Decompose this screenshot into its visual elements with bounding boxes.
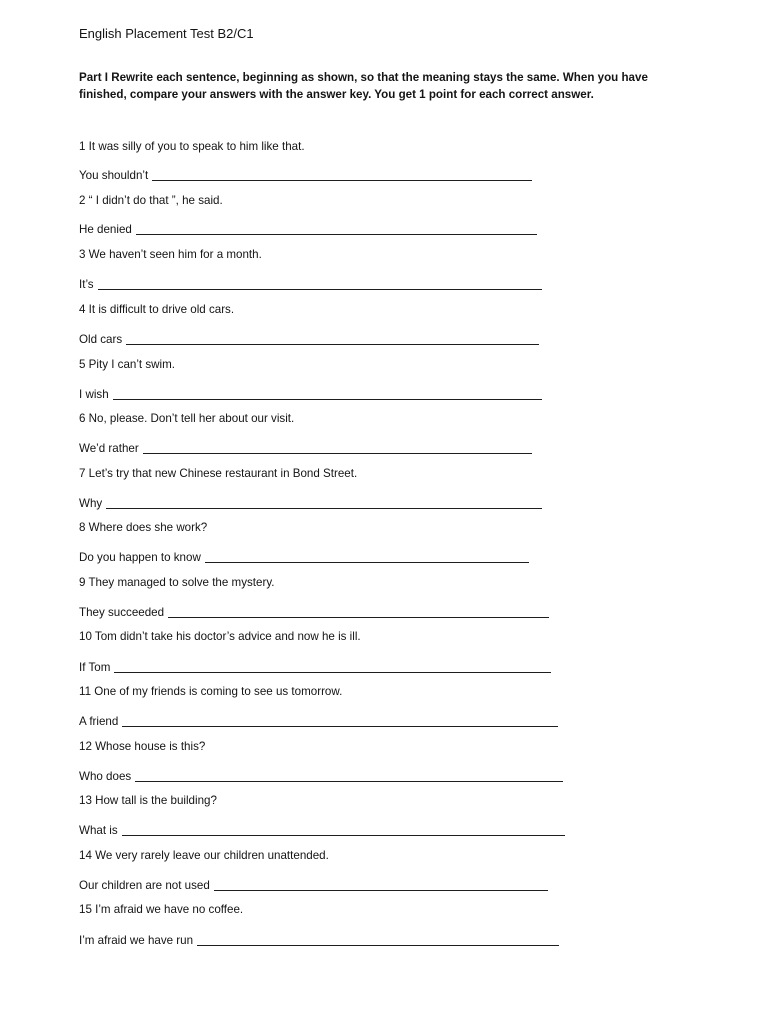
question-6: 6 No, please. Don’t tell her about our visit. — [79, 412, 295, 425]
answer-prompt-10: If Tom — [79, 661, 111, 674]
answer-prompt-9: They succeeded — [79, 606, 165, 619]
answer-row-3 — [79, 274, 542, 292]
answer-blank-5[interactable] — [113, 399, 542, 400]
answer-row-9 — [79, 602, 549, 620]
question-5: 5 Pity I can’t swim. — [79, 358, 175, 371]
answer-row-15 — [79, 930, 559, 948]
answer-prompt-2: He denied — [79, 223, 132, 236]
answer-blank-15[interactable] — [197, 945, 559, 946]
answer-blank-14[interactable] — [214, 890, 548, 891]
answer-prompt-12: Who does — [79, 770, 132, 783]
answer-blank-3[interactable] — [98, 289, 542, 290]
answer-blank-12[interactable] — [135, 781, 563, 782]
answer-row-13 — [79, 820, 565, 838]
answer-row-10 — [79, 657, 551, 675]
answer-prompt-7: Why — [79, 497, 103, 510]
question-9: 9 They managed to solve the mystery. — [79, 576, 275, 589]
question-13: 13 How tall is the building? — [79, 794, 217, 807]
answer-prompt-8: Do you happen to know — [79, 551, 201, 564]
answer-blank-7[interactable] — [106, 508, 542, 509]
answer-blank-2[interactable] — [136, 234, 537, 235]
answer-row-14 — [79, 875, 548, 893]
answer-row-1 — [79, 165, 532, 183]
answer-prompt-5: I wish — [79, 388, 109, 401]
answer-blank-13[interactable] — [122, 835, 565, 836]
answer-blank-6[interactable] — [143, 453, 532, 454]
answer-row-7 — [79, 493, 542, 511]
answer-blank-9[interactable] — [168, 617, 549, 618]
instructions: Part I Rewrite each sentence, beginning as shown, so that the meaning stays the same. When you have finished, compare your answers with the answer key. You get 1 point for each correct answer. — [79, 71, 648, 101]
answer-prompt-15: I’m afraid we have run — [79, 934, 194, 947]
answer-prompt-11: A friend — [79, 715, 119, 728]
question-8: 8 Where does she work? — [79, 521, 208, 534]
answer-blank-10[interactable] — [114, 672, 551, 673]
answer-row-4 — [79, 329, 539, 347]
question-14: 14 We very rarely leave our children unattended. — [79, 849, 329, 862]
question-10: 10 Tom didn’t take his doctor’s advice and now he is ill. — [79, 630, 361, 643]
answer-prompt-4: Old cars — [79, 333, 123, 346]
question-2: 2 “ I didn’t do that ”, he said. — [79, 194, 223, 207]
question-15: 15 I’m afraid we have no coffee. — [79, 903, 244, 916]
answer-blank-1[interactable] — [152, 180, 532, 181]
answer-row-11 — [79, 711, 558, 729]
answer-prompt-6: We’d rather — [79, 442, 139, 455]
answer-row-2 — [79, 219, 537, 237]
answer-blank-11[interactable] — [122, 726, 558, 727]
question-1: 1 It was silly of you to speak to him like that. — [79, 140, 305, 153]
page-title: English Placement Test B2/C1 — [79, 26, 254, 41]
answer-prompt-14: Our children are not used — [79, 879, 210, 892]
answer-prompt-3: It’s — [79, 278, 94, 291]
answer-row-6 — [79, 438, 532, 456]
question-4: 4 It is difficult to drive old cars. — [79, 303, 235, 316]
question-11: 11 One of my friends is coming to see us tomorrow. — [79, 685, 343, 698]
answer-blank-8[interactable] — [205, 562, 529, 563]
question-7: 7 Let’s try that new Chinese restaurant in Bond Street. — [79, 467, 358, 480]
answer-row-12 — [79, 766, 563, 784]
question-3: 3 We haven’t seen him for a month. — [79, 248, 262, 261]
answer-prompt-1: You shouldn’t — [79, 169, 149, 182]
answer-row-8 — [79, 547, 529, 565]
answer-row-5 — [79, 384, 542, 402]
question-12: 12 Whose house is this? — [79, 740, 206, 753]
answer-prompt-13: What is — [79, 824, 118, 837]
answer-blank-4[interactable] — [126, 344, 539, 345]
